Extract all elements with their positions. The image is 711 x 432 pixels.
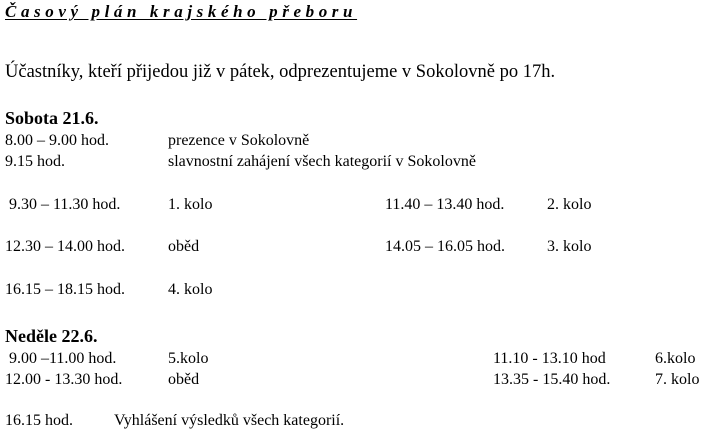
round-label: 5.kolo: [168, 350, 209, 367]
round-time: 12.00 - 13.30 hod.: [5, 371, 123, 388]
round-label: 4. kolo: [168, 281, 213, 298]
schedule-description: prezence v Sokolovně: [168, 132, 310, 149]
round-time: 9.30 – 11.30 hod.: [9, 196, 121, 213]
round-time: 11.40 – 13.40 hod.: [385, 196, 505, 213]
saturday-heading: Sobota 21.6.: [5, 108, 99, 128]
round-time: 12.30 – 14.00 hod.: [5, 238, 125, 255]
round-label: 3. kolo: [547, 238, 592, 255]
round-time: 13.35 - 15.40 hod.: [493, 371, 611, 388]
round-time: 9.00 –11.00 hod.: [9, 350, 117, 367]
sunday-heading: Neděle 22.6.: [5, 326, 98, 346]
schedule-time: 8.00 – 9.00 hod.: [5, 132, 109, 149]
round-label: 1. kolo: [168, 196, 213, 213]
round-label: 7. kolo: [655, 371, 700, 388]
round-time: 11.10 - 13.10 hod: [493, 350, 606, 367]
closing-time: 16.15 hod.: [5, 412, 73, 429]
closing-description: Vyhlášení výsledků všech kategorií.: [114, 412, 345, 429]
schedule-description: slavnostní zahájení všech kategorií v Sokolovně: [168, 153, 476, 170]
intro-paragraph: Účastníky, kteří přijedou již v pátek, odprezentujeme v Sokolovně po 17h.: [5, 62, 556, 82]
document-title: Časový plán krajského přeboru: [5, 2, 358, 21]
round-label: oběd: [168, 371, 200, 388]
round-label: 6.kolo: [655, 350, 696, 367]
round-label: 2. kolo: [547, 196, 592, 213]
round-time: 14.05 – 16.05 hod.: [385, 238, 505, 255]
round-label: oběd: [168, 238, 200, 255]
round-time: 16.15 – 18.15 hod.: [5, 281, 125, 298]
schedule-time: 9.15 hod.: [5, 153, 65, 170]
